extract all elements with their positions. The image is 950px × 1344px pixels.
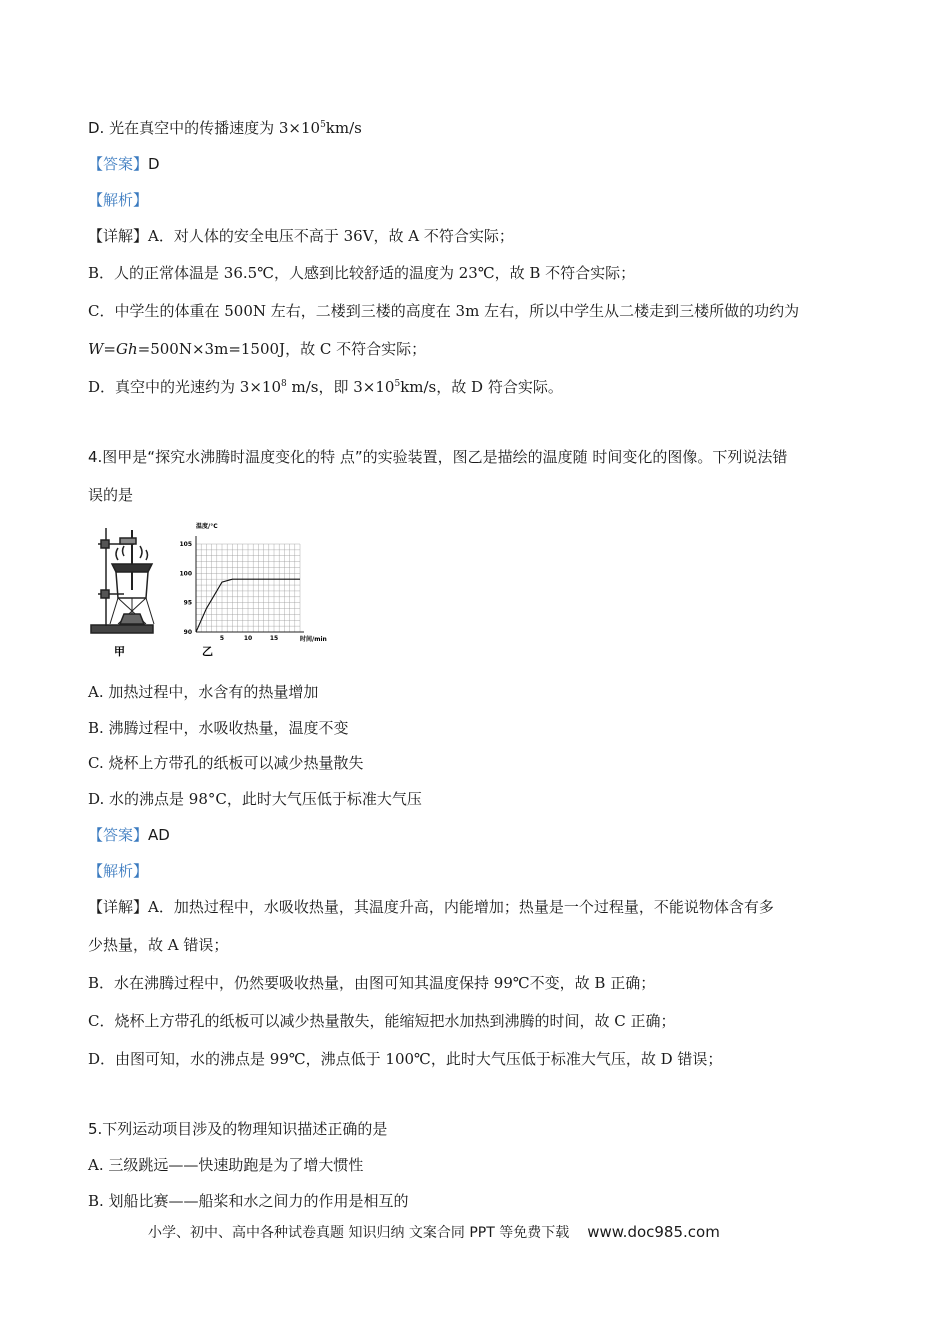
label-yi: 乙 <box>202 645 213 658</box>
y-tick-label: 105 <box>179 541 192 548</box>
q4-detail-c: C．烧杯上方带孔的纸板可以减少热量散失，能缩短把水加热到沸腾的时间，故 C 正确； <box>88 1012 676 1030</box>
x-tick-label: 10 <box>243 635 253 642</box>
q4-detail-a2: 少热量，故 A 错误； <box>88 936 229 954</box>
x-tick-label: 15 <box>269 635 279 642</box>
q4-option-b: B. 沸腾过程中，水吸收热量，温度不变 <box>88 719 349 737</box>
q4-stem-line2: 误的是 <box>88 486 134 504</box>
q4-detail-b: B．水在沸腾过程中，仍然要吸收热量，由图可知其温度保持 99℃不变，故 B 正确； <box>88 974 656 992</box>
q3-formula: W=Gh=500N×3m=1500J，故 C 不符合实际； <box>88 340 427 358</box>
q4-answer: 【答案】AD <box>88 826 170 844</box>
q3-detail-b: B．人的正常体温是 36.5℃，人感到比较舒适的温度为 23℃，故 B 不符合实际； <box>88 264 636 282</box>
y-tick-label: 90 <box>183 629 192 636</box>
q4-option-d: D. 水的沸点是 98°C，此时大气压低于标准大气压 <box>88 790 422 808</box>
q3-option-d: D. 光在真空中的传播速度为 $3\times 10^5km/s$ <box>88 119 362 137</box>
label-jia: 甲 <box>114 645 125 658</box>
q4-stem-line1: 4.图甲是“探究水沸腾时温度变化的特 点”的实验装置，图乙是描绘的温度随 时间变化的图像。下列说法错 <box>88 448 788 466</box>
footer-text: 小学、初中、高中各种试卷真题 知识归纳 文案合同 PPT 等免费下载 <box>148 1225 570 1241</box>
q5-option-a: A. 三级跳远——快速助跑是为了增大惯性 <box>88 1156 364 1174</box>
q3-answer: 【答案】D <box>88 155 160 173</box>
q5-stem: 5.下列运动项目涉及的物理知识描述正确的是 <box>88 1120 388 1138</box>
apparatus-jia <box>91 528 154 633</box>
q4-detail-d: D．由图可知，水的沸点是 99℃，沸点低于 100℃，此时大气压低于标准大气压，故 D 错误； <box>88 1050 723 1068</box>
y-tick-label: 95 <box>183 599 192 607</box>
x-tick-label: 5 <box>219 635 225 642</box>
q3-analysis-tag: 【解析】 <box>88 191 149 209</box>
chart-y-label: 温度/°C <box>196 523 218 530</box>
chart-x-label: 时间/min <box>300 636 327 643</box>
footer-site-link[interactable]: www.doc985.com <box>587 1223 720 1241</box>
footer <box>148 1222 720 1242</box>
y-tick-label: 100 <box>179 570 192 578</box>
q3-detail-a: 【详解】A．对人体的安全电压不高于 36V，故 A 不符合实际； <box>88 227 514 245</box>
q4-detail-a1: 【详解】A．加热过程中，水吸收热量，其温度升高，内能增加；热量是一个过程量，不能说物体含有多 <box>88 898 774 916</box>
temperature-chart <box>179 536 304 642</box>
q4-option-c: C. 烧杯上方带孔的纸板可以减少热量散失 <box>88 754 364 772</box>
q5-option-b: B. 划船比赛——船桨和水之间力的作用是相互的 <box>88 1192 409 1210</box>
q4-analysis-tag: 【解析】 <box>88 862 149 880</box>
q3-detail-d: D．真空中的光速约为 $3\times 10^8$ m/s，即 $3\times 10^5km/s$，故 D 符合实际。 <box>88 378 563 396</box>
q4-figure <box>88 520 333 660</box>
q3-detail-c: C．中学生的体重在 500N 左右，二楼到三楼的高度在 3m 左右，所以中学生从二楼走到三楼所做的功约为 <box>88 302 800 320</box>
q4-option-a: A. 加热过程中，水含有的热量增加 <box>88 683 319 701</box>
